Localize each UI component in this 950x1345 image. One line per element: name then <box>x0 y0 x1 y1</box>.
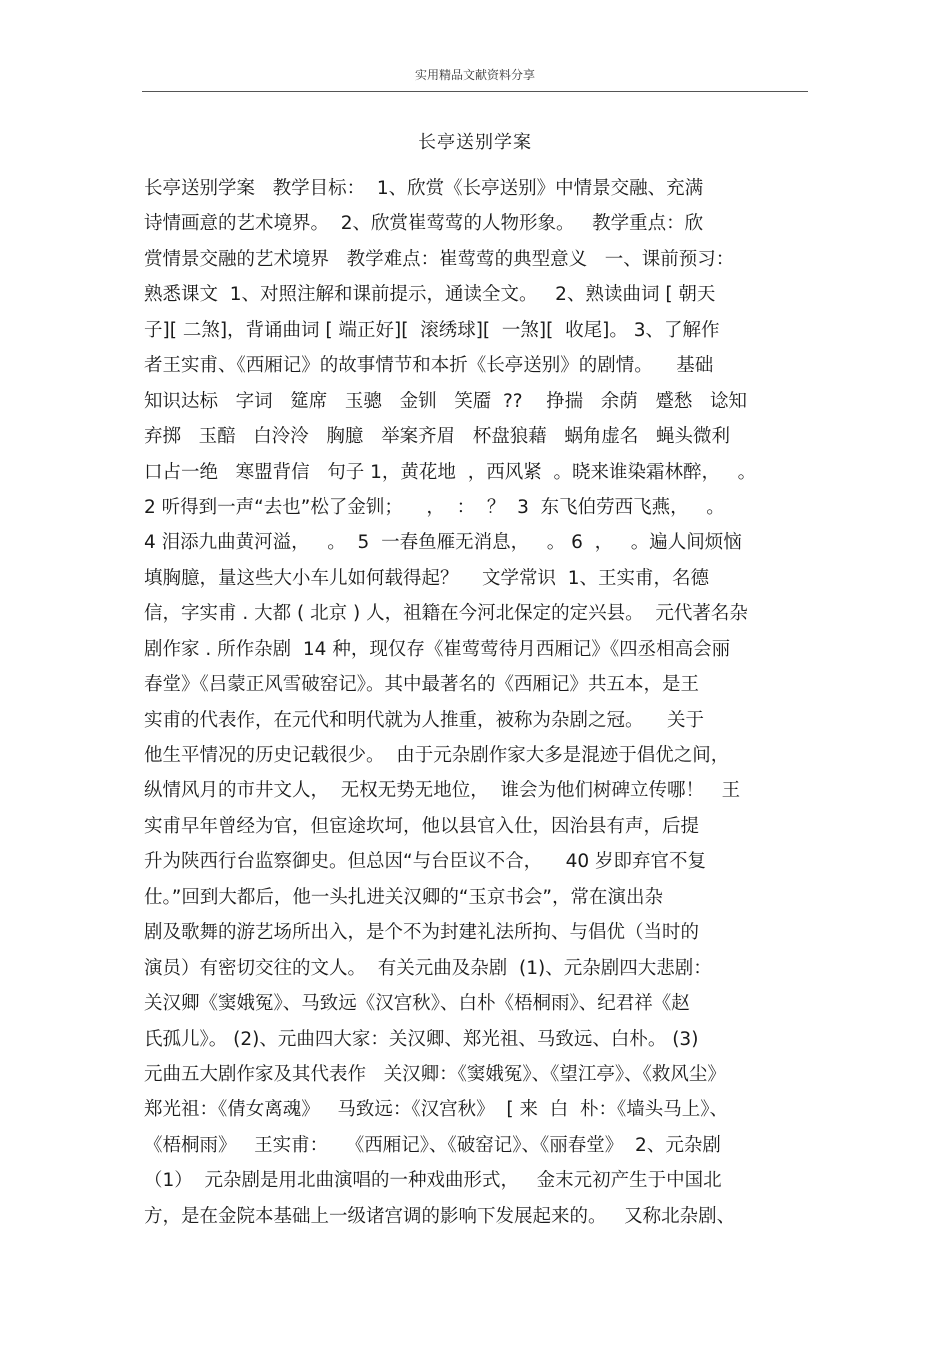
body-text-line: 升为陕西行台监察御史。但总因“与台臣议不合， 40 岁即弃官不复 <box>144 851 707 873</box>
body-text-line: 剧作家 . 所作杂剧 14 种，现仅存《崔莺莺待月西厢记》《四丞相高会丽 <box>144 638 731 660</box>
body-text-line: 填胸臆，量这些大小车儿如何载得起？ 文学常识 1、王实甫，名德 <box>144 567 710 589</box>
body-text-line: 方，是在金院本基础上一级诸宫调的影响下发展起来的。 又称北杂剧、 <box>144 1205 736 1227</box>
body-text-line: 郑光祖：《倩女离魂》 马致远：《汉宫秋》 [ 来 白 朴：《墙头马上》、 <box>144 1099 729 1121</box>
document-body <box>144 171 816 1234</box>
body-text-line: 长亭送别学案 教学目标： 1、欣赏《长亭送别》中情景交融、充满 <box>144 178 704 199</box>
body-text-line: 《梧桐雨》 王实甫： 《西厢记》、《破窑记》、《丽春堂》 2、元杂剧 <box>144 1134 721 1156</box>
body-text-line: 关汉卿《窦娥冤》、马致远《汉宫秋》、白朴《梧桐雨》、纪君祥《赵 <box>144 993 690 1015</box>
body-text-line: 实甫的代表作，在元代和明代就为人推重，被称为杂剧之冠。 关于 <box>144 709 705 731</box>
body-text-line: 氏孤儿》。 (2)、元曲四大家：关汉卿、郑光祖、马致远、白朴。 (3) <box>144 1028 699 1050</box>
document-title: 长亭送别学案 <box>418 132 532 153</box>
body-text-line: 实甫早年曾经为官，但宦途坎坷，他以县官入仕，因治县有声，后提 <box>144 815 700 837</box>
body-text-line: 口占一绝 寒盟背信 句子 1，黄花地 ，西风紧 。晓来谁染霜林醉， 。 <box>144 461 757 483</box>
body-text-line: 信，字实甫 . 大都 ( 北京 ) 人，祖籍在今河北保定的定兴县。 元代著名杂 <box>144 603 748 625</box>
body-text-line: 知识达标 字词 筵席 玉骢 金钏 笑靥 ?? 挣揣 余荫 蹙愁 谂知 <box>144 390 748 412</box>
body-text-line: 弃掷 玉醅 白泠泠 胸臆 举案齐眉 杯盘狼藉 蜗角虚名 蝇头微利 <box>144 426 730 448</box>
body-text-line: 仕。”回到大都后，他一头扎进关汉卿的“玉京书会”，常在演出杂 <box>144 886 664 908</box>
body-text-line: 4 泪添九曲黄河溢， 。 5 一春鱼雁无消息， 。 6 ， 。遍人间烦恼 <box>144 532 742 554</box>
body-text-line: 元曲五大剧作家及其代表作 关汉卿：《窦娥冤》、《望江亭》、《救风尘》 <box>144 1063 726 1085</box>
body-text-line: 2 听得到一声“去也”松了金钏； ， ： ？ 3 东飞伯劳西飞燕， 。 <box>144 496 725 518</box>
body-text-line: 子][ 二煞]，背诵曲词 [ 端正好][ 滚绣球][ 一煞][ 收尾]。 3、了解作 <box>144 319 720 341</box>
page-header: 实用精品文献资料分享 <box>414 68 535 82</box>
header-divider <box>142 91 808 92</box>
body-text-line: 他生平情况的历史记载很少。 由于元杂剧作家大多是混迹于倡优之间， <box>144 745 730 766</box>
body-text-line: 演员）有密切交往的文人。 有关元曲及杂剧 (1)、元杂剧四大悲剧： <box>144 957 712 979</box>
body-text-line: 纵情风月的市井文人， 无权无势无地位， 谁会为他们树碑立传哪！ 王 <box>144 780 741 802</box>
body-text-line: 熟悉课文 1、对照注解和课前提示，通读全文。 2、熟读曲词 [ 朝天 <box>144 284 716 306</box>
body-text-line: 诗情画意的艺术境界。 2、欣赏崔莺莺的人物形象。 教学重点：欣 <box>144 213 704 235</box>
body-text-line: 者王实甫、《西厢记》的故事情节和本折《长亭送别》的剧情。 基础 <box>144 355 714 377</box>
body-text-line: 剧及歌舞的游艺场所出入，是个不为封建礼法所拘、与倡优（当时的 <box>144 922 700 944</box>
body-text-line: 赏情景交融的艺术境界 教学难点：崔莺莺的典型意义 一、课前预习： <box>144 248 735 270</box>
body-text-line: 春堂》《吕蒙正风雪破窑记》。其中最著名的《西厢记》共五本，是王 <box>144 674 700 696</box>
body-text-line: （1） 元杂剧是用北曲演唱的一种戏曲形式， 金末元初产生于中国北 <box>144 1170 722 1192</box>
